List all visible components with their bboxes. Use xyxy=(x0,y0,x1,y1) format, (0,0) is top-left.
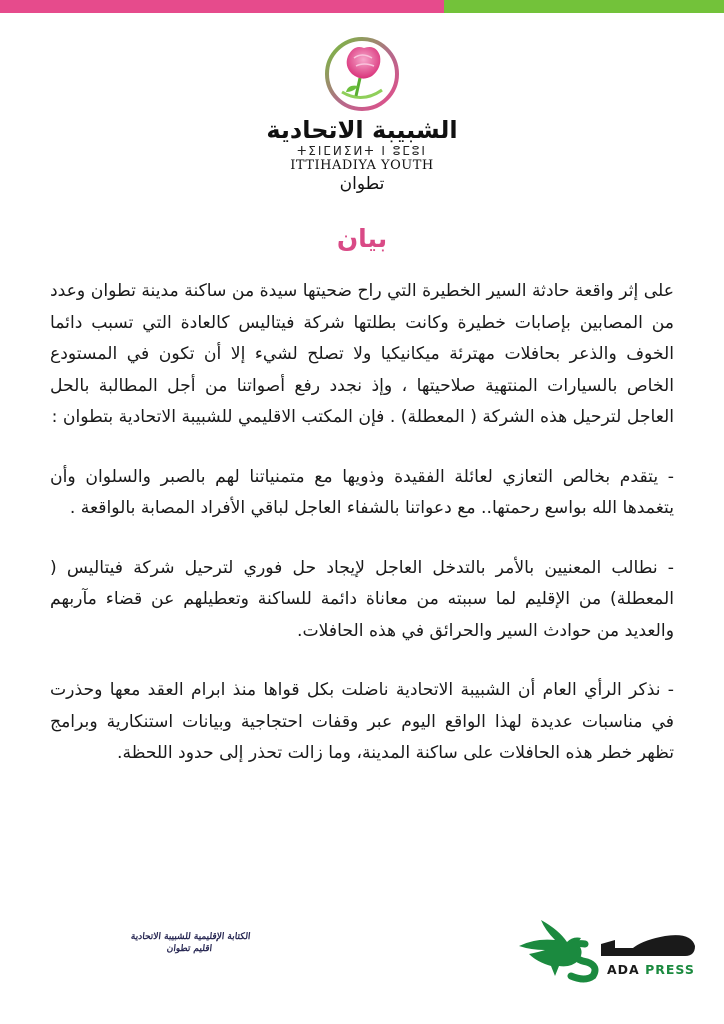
org-city: تطوان xyxy=(339,174,385,194)
signature-line-1: الكتابة الإقليمية للشبيبة الاتحادية xyxy=(130,932,251,942)
org-name-arabic: الشبيبة الاتحادية xyxy=(266,116,458,144)
top-color-bar xyxy=(0,0,724,13)
sada-press-watermark xyxy=(515,916,715,986)
paragraph-condolences: - يتقدم بخالص التعازي لعائلة الفقيدة وذويها مع متمنياتنا لهم بالصبر والسلوان وأن يتغمدها الله بواسع رحمتها.. مع دعواتنا بالشفاء العاجل لباقي الأفراد المصابة بالواقعة . xyxy=(50,466,674,518)
org-name-tifinagh: ⵜⵉⵏⵎⵍⵉⵍⵜ ⵏ ⵓⵎⵓⵏ xyxy=(297,144,427,158)
top-bar-pink xyxy=(0,0,444,13)
watermark-press: PRESS xyxy=(645,962,695,977)
top-bar-green xyxy=(444,0,724,13)
rose-in-circle-icon xyxy=(320,34,404,114)
watermark-text xyxy=(607,962,695,977)
watermark-ada: ADA xyxy=(607,962,640,977)
signature-stamp xyxy=(129,931,252,955)
org-logo xyxy=(0,34,724,195)
paragraph-intro: على إثر واقعة حادثة السير الخطيرة التي راح ضحيتها سيدة من ساكنة مدينة تطوان وعدد من المصابين بإصابات خطيرة وكانت بطلتها شركة فيتاليس كالعادة التي تسبب دائما الخوف والذعر بحافلات مهترئة ميكانيكيا ولا تصلح لشيء إلا أن تكون في المستودع الخاص بالسيارات المنتهية صلاحيتها ، وإذ نجدد رفع أصواتنا من أجل المطالبة بالحل العاجل لترحيل هذه الشركة ( المعطلة) . فإن المكتب الاقليمي للشبيبة الاتحادية بتطوان : xyxy=(50,281,674,427)
paragraph-reminder: - نذكر الرأي العام أن الشبيبة الاتحادية ناضلت بكل قواها منذ ابرام العقد معها وحذرت في مناسبات عديدة لهذا الواقع اليوم عبر وقفات احتجاجية وبيانات استنكارية وبرامج تظهر خطر هذه الحافلات على ساكنة المدينة، وما زالت تحذر إلى حدود اللحظة. xyxy=(50,680,674,763)
org-name-english: ITTIHADIYA YOUTH xyxy=(290,158,434,173)
statement-title: بيان xyxy=(336,224,388,253)
paragraph-demand: - نطالب المعنيين بالأمر بالتدخل العاجل لإيجاد حل فوري لترحيل شركة فيتاليس ( المعطلة) من الإقليم لما سببته من معاناة دائمة للساكنة وتعطيلهم عن قضاء مآربهم والعديد من حوادث السير والحرائق في هذه الحافلات. xyxy=(50,557,674,641)
statement-body xyxy=(50,276,674,798)
signature-line-2: اقليم تطوان xyxy=(166,944,213,954)
